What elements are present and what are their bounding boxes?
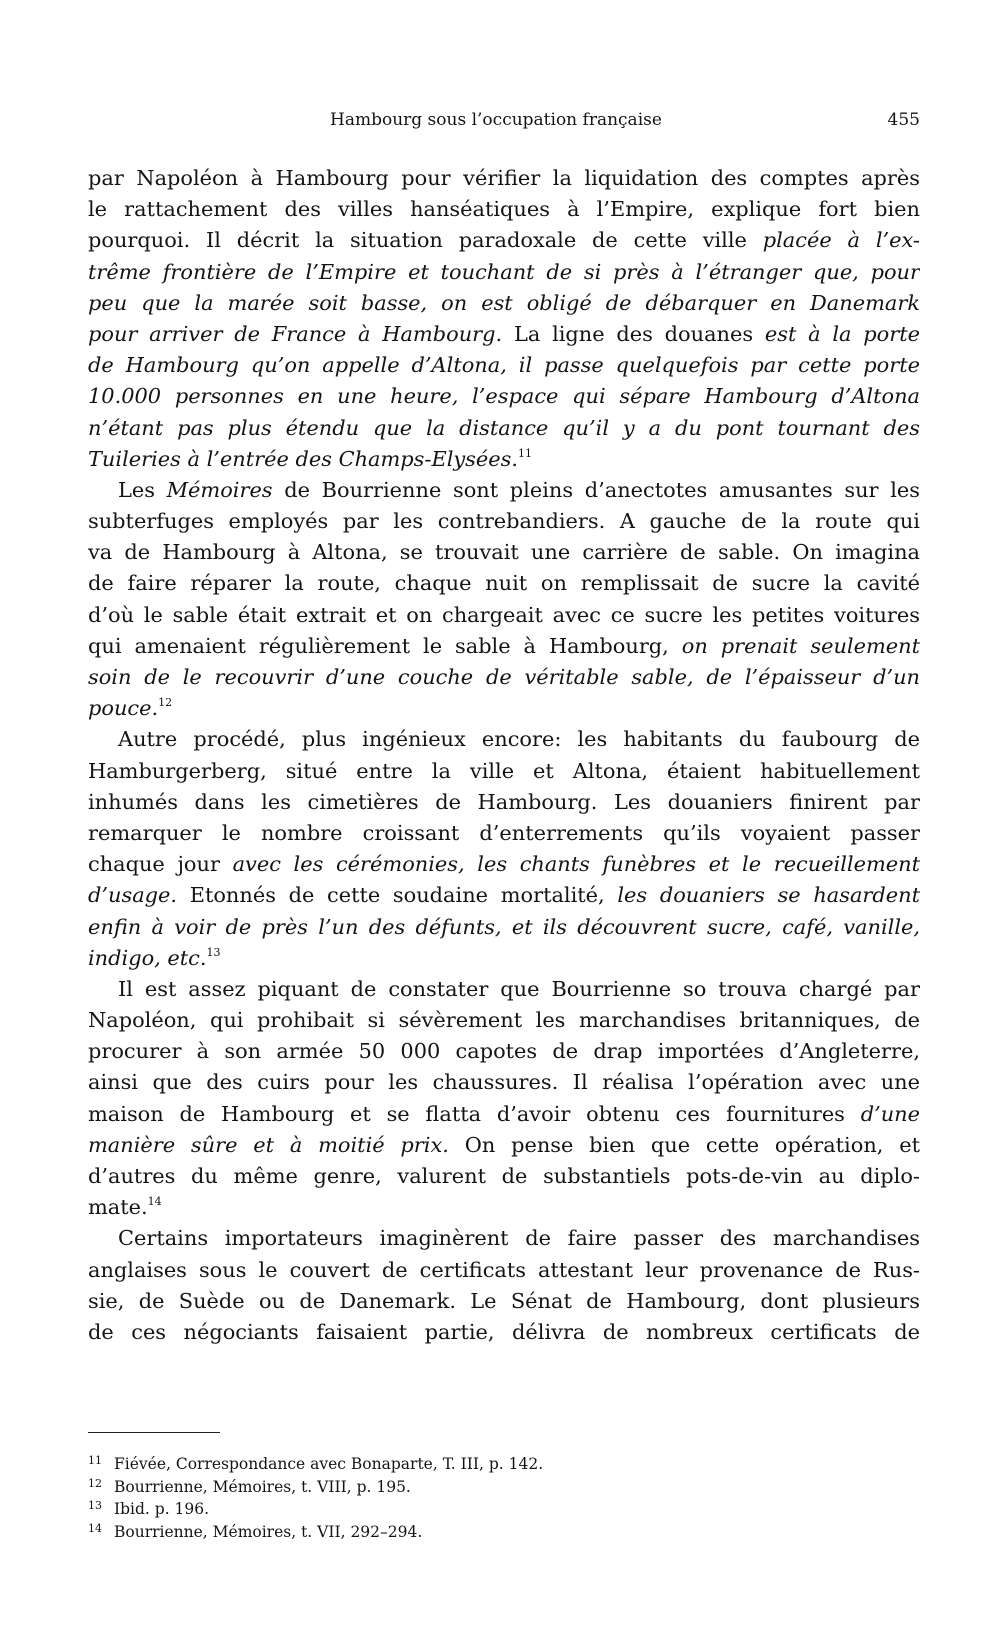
footnote: [88, 1518, 920, 1541]
text-run: inhumés dans les cimetières de Hambourg. Les douaniers finirent par: [88, 789, 920, 814]
text-run: Hamburgerberg, situé entre la ville et Altona, étaient habituellement: [88, 758, 920, 783]
text-line: [88, 257, 920, 288]
text-run: procurer à son armée 50 000 capotes de drap importées d’Angleterre,: [88, 1039, 920, 1064]
footnote-reference[interactable]: 14: [147, 1195, 162, 1209]
text-run: remarquer le nombre croissant d’enterrements qu’ils voyaient passer: [88, 820, 920, 845]
text-line: [88, 1255, 920, 1286]
footnotes: [88, 1450, 920, 1540]
text-line: [88, 787, 920, 818]
text-run: d’autres du même genre, valurent de substantiels pots-de-vin au diplo-: [88, 1164, 920, 1188]
body-text: [88, 163, 920, 1348]
text-run: Il est assez piquant de constater que Bourrienne so trouva chargé par: [118, 976, 920, 1001]
text-line: [88, 568, 920, 599]
italic-text: enfin à voir de près l’un des défunts, et ils découvrent sucre, café, vanille,: [88, 914, 920, 939]
text-run: sie, de Suède ou de Danemark. Le Sénat de Hambourg, dont plusieurs: [88, 1288, 920, 1313]
text-line: [88, 1223, 920, 1254]
text-line: [88, 1130, 920, 1161]
text-line: [88, 1161, 920, 1192]
italic-text: Mémoires: [166, 477, 273, 502]
text-run: qui amenaient régulièrement le sable à Hambourg,: [88, 633, 682, 658]
text-line: [88, 163, 920, 194]
footnote-divider: [88, 1432, 220, 1433]
italic-text: trême frontière de l’Empire et touchant de si près à l’étranger que, pour: [88, 259, 920, 284]
footnote-reference[interactable]: 12: [158, 696, 173, 710]
text-line: [88, 506, 920, 537]
italic-text: avec les cérémonies, les chants funèbres et le recueillement: [232, 852, 920, 877]
italic-text: d’une: [860, 1101, 920, 1126]
footnote-text: Bourrienne, Mémoires, t. VIII, p. 195.: [114, 1477, 411, 1496]
text-line: [88, 631, 920, 662]
text-run: chaque jour: [88, 852, 233, 877]
running-head: [88, 110, 920, 136]
text-line: [88, 693, 920, 724]
text-run: de Bourrienne sont pleins d’anectotes amusantes sur les: [272, 477, 920, 502]
page-number: 455: [887, 110, 920, 130]
text-line: [88, 350, 920, 381]
text-line: [88, 1286, 920, 1317]
italic-text: manière sûre et à moitié prix.: [88, 1132, 449, 1157]
text-line: [88, 475, 920, 506]
text-run: de faire réparer la route, chaque nuit on remplissait de sucre la cavité: [88, 571, 920, 596]
text-run: va de Hambourg à Altona, se trouvait une carrière de sable. On imagina: [88, 540, 920, 565]
text-line: [88, 818, 920, 849]
text-line: [88, 413, 920, 444]
text-line: [88, 225, 920, 256]
text-line: [88, 880, 920, 911]
italic-text: indigo, etc.: [88, 945, 207, 970]
text-line: [88, 756, 920, 787]
italic-text: 10.000 personnes en une heure, l’espace qui sépare Hambourg d’Altona: [88, 384, 920, 409]
footnote-reference[interactable]: 13: [206, 945, 221, 959]
text-line: [88, 288, 920, 319]
running-title: Hambourg sous l’occupation française: [330, 110, 662, 130]
italic-text: on prenait seulement: [681, 633, 920, 658]
footnote-number: 12: [88, 1476, 102, 1490]
text-line: [88, 724, 920, 755]
footnote: [88, 1473, 920, 1496]
italic-text: Tuileries à l’entrée des Champs-Elysées.: [88, 446, 518, 471]
text-run: Etonnés de cette soudaine mortalité,: [177, 883, 618, 908]
text-line: [88, 1099, 920, 1130]
text-run: par Napoléon à Hambourg pour vérifier la liquidation des comptes après: [88, 166, 920, 190]
text-line: [88, 537, 920, 568]
text-line: [88, 662, 920, 693]
footnote-text: Fiévée, Correspondance avec Bonaparte, T. III, p. 142.: [114, 1455, 544, 1473]
text-run: Certains importateurs imaginèrent de faire passer des marchandises: [118, 1226, 920, 1251]
text-line: [88, 381, 920, 412]
text-line: [88, 1067, 920, 1098]
text-run: On pense bien que cette opération, et: [448, 1132, 920, 1157]
footnote-number: 11: [88, 1454, 102, 1467]
text-line: [88, 194, 920, 225]
text-line: [88, 1005, 920, 1036]
italic-text: est à la porte: [764, 321, 920, 346]
footnote-text: Bourrienne, Mémoires, t. VII, 292–294.: [114, 1522, 423, 1541]
text-run: ainsi que des cuirs pour les chaussures. Il réalisa l’opération avec une: [88, 1070, 920, 1095]
italic-text: de Hambourg qu’on appelle d’Altona, il passe quelquefois par cette porte: [88, 353, 920, 378]
footnote-text: Ibid. p. 196.: [114, 1500, 210, 1518]
text-line: [88, 849, 920, 880]
footnote-reference[interactable]: 11: [517, 446, 532, 460]
footnote-number: 13: [88, 1499, 102, 1512]
italic-text: les douaniers se hasardent: [617, 883, 920, 908]
text-run: anglaises sous le couvert de certificats attestant leur provenance de Rus-: [88, 1257, 920, 1282]
text-line: [88, 943, 920, 974]
text-line: [88, 600, 920, 631]
text-run: le rattachement des villes hanséatiques à l’Empire, explique fort bien: [88, 197, 920, 222]
italic-text: pouce.: [88, 696, 159, 721]
text-run: mate.: [88, 1195, 148, 1220]
footnote-number: 14: [88, 1521, 102, 1535]
text-line: [88, 912, 920, 943]
text-run: maison de Hambourg et se flatta d’avoir obtenu ces fournitures: [88, 1101, 861, 1126]
text-run: d’où le sable était extrait et on chargeait avec ce sucre les petites voitures: [88, 602, 920, 627]
text-line: [88, 974, 920, 1005]
footnote: [88, 1495, 920, 1518]
text-line: [88, 1192, 920, 1223]
italic-text: pour arriver de France à Hambourg.: [88, 321, 503, 346]
italic-text: d’usage.: [88, 883, 178, 908]
text-run: pourquoi. Il décrit la situation paradoxale de cette ville: [88, 228, 763, 253]
italic-text: n’étant pas plus étendu que la distance qu’il y a du pont tournant des: [88, 415, 920, 440]
text-run: subterfuges employés par les contrebandiers. A gauche de la route qui: [88, 509, 920, 534]
text-run: de ces négociants faisaient partie, délivra de nombreux certificats de: [88, 1319, 920, 1344]
italic-text: soin de le recouvrir d’une couche de véritable sable, de l’épaisseur d’un: [88, 665, 920, 689]
text-line: [88, 444, 920, 475]
text-line: [88, 1036, 920, 1067]
italic-text: peu que la marée soit basse, on est obligé de débarquer en Danemark: [88, 290, 920, 315]
text-run: La ligne des douanes: [502, 321, 765, 346]
footnote: [88, 1450, 920, 1473]
italic-text: placée à l’ex-: [762, 228, 920, 253]
text-line: [88, 1317, 920, 1348]
text-run: Napoléon, qui prohibait si sévèrement les marchandises britanniques, de: [88, 1008, 920, 1033]
text-run: Les: [118, 477, 167, 502]
text-line: [88, 319, 920, 350]
text-run: Autre procédé, plus ingénieux encore: les habitants du faubourg de: [118, 727, 920, 752]
